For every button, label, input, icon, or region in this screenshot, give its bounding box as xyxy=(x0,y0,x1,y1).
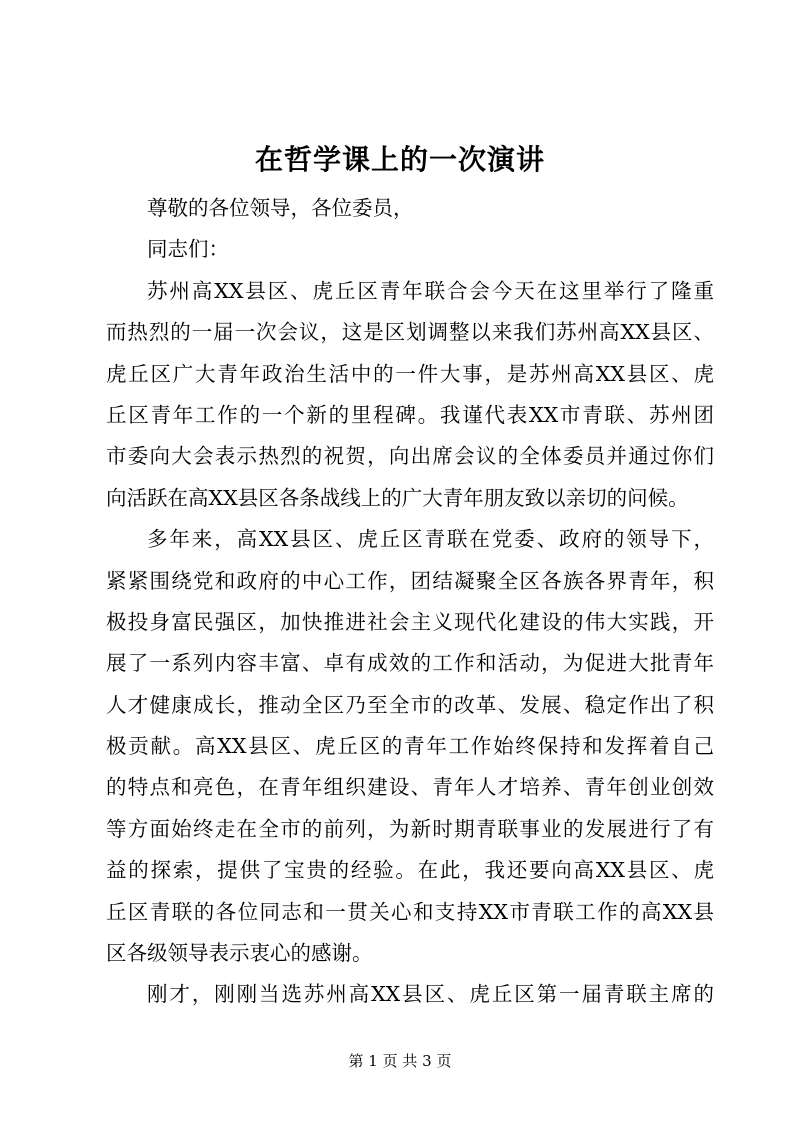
text-line: 而热烈的一届一次会议，这是区划调整以来我们苏州高XX县区、 xyxy=(106,320,714,345)
text-line: 市委向大会表示热烈的祝贺，向出席会议的全体委员并通过你们 xyxy=(106,444,714,469)
text-line: 极贡献。高XX县区、虎丘区的青年工作始终保持和发挥着自己 xyxy=(106,734,714,759)
text-line: 尊敬的各位领导，各位委员， xyxy=(147,196,414,220)
text-line: 丘区青年工作的一个新的里程碑。我谨代表XX市青联、苏州团 xyxy=(106,402,714,427)
text-line: 向活跃在高XX县区各条战线上的广大青年朋友致以亲切的问候。 xyxy=(106,485,689,510)
text-line: 等方面始终走在全市的前列，为新时期青联事业的发展进行了有 xyxy=(106,816,714,841)
text-line: 多年来，高XX县区、虎丘区青联在党委、政府的领导下， xyxy=(147,527,714,552)
text-line: 刚才，刚刚当选苏州高XX县区、虎丘区第一届青联主席的 xyxy=(147,982,714,1007)
text-line: 紧紧围绕党和政府的中心工作，团结凝聚全区各族各界青年，积 xyxy=(106,568,714,593)
text-line: 益的探索，提供了宝贵的经验。在此，我还要向高XX县区、虎 xyxy=(106,858,714,883)
document-body xyxy=(106,188,714,1016)
text-line: 人才健康成长，推动全区乃至全市的改革、发展、稳定作出了积 xyxy=(106,692,714,717)
text-line: 极投身富民强区，加快推进社会主义现代化建设的伟大实践，开 xyxy=(106,609,714,634)
page-number: 第 1 页 共 3 页 xyxy=(348,1052,452,1070)
text-line: 的特点和亮色，在青年组织建设、青年人才培养、青年创业创效 xyxy=(106,775,714,800)
text-line: 丘区青联的各位同志和一贯关心和支持XX市青联工作的高XX县 xyxy=(106,899,714,924)
text-line: 苏州高XX县区、虎丘区青年联合会今天在这里举行了隆重 xyxy=(147,278,714,303)
text-line: 虎丘区广大青年政治生活中的一件大事，是苏州高XX县区、虎 xyxy=(106,361,714,386)
document-title: 在哲学课上的一次演讲 xyxy=(254,143,545,176)
text-line: 同志们： xyxy=(147,237,229,262)
text-line: 展了一系列内容丰富、卓有成效的工作和活动，为促进大批青年 xyxy=(106,651,714,676)
text-line: 区各级领导表示衷心的感谢。 xyxy=(106,941,373,966)
